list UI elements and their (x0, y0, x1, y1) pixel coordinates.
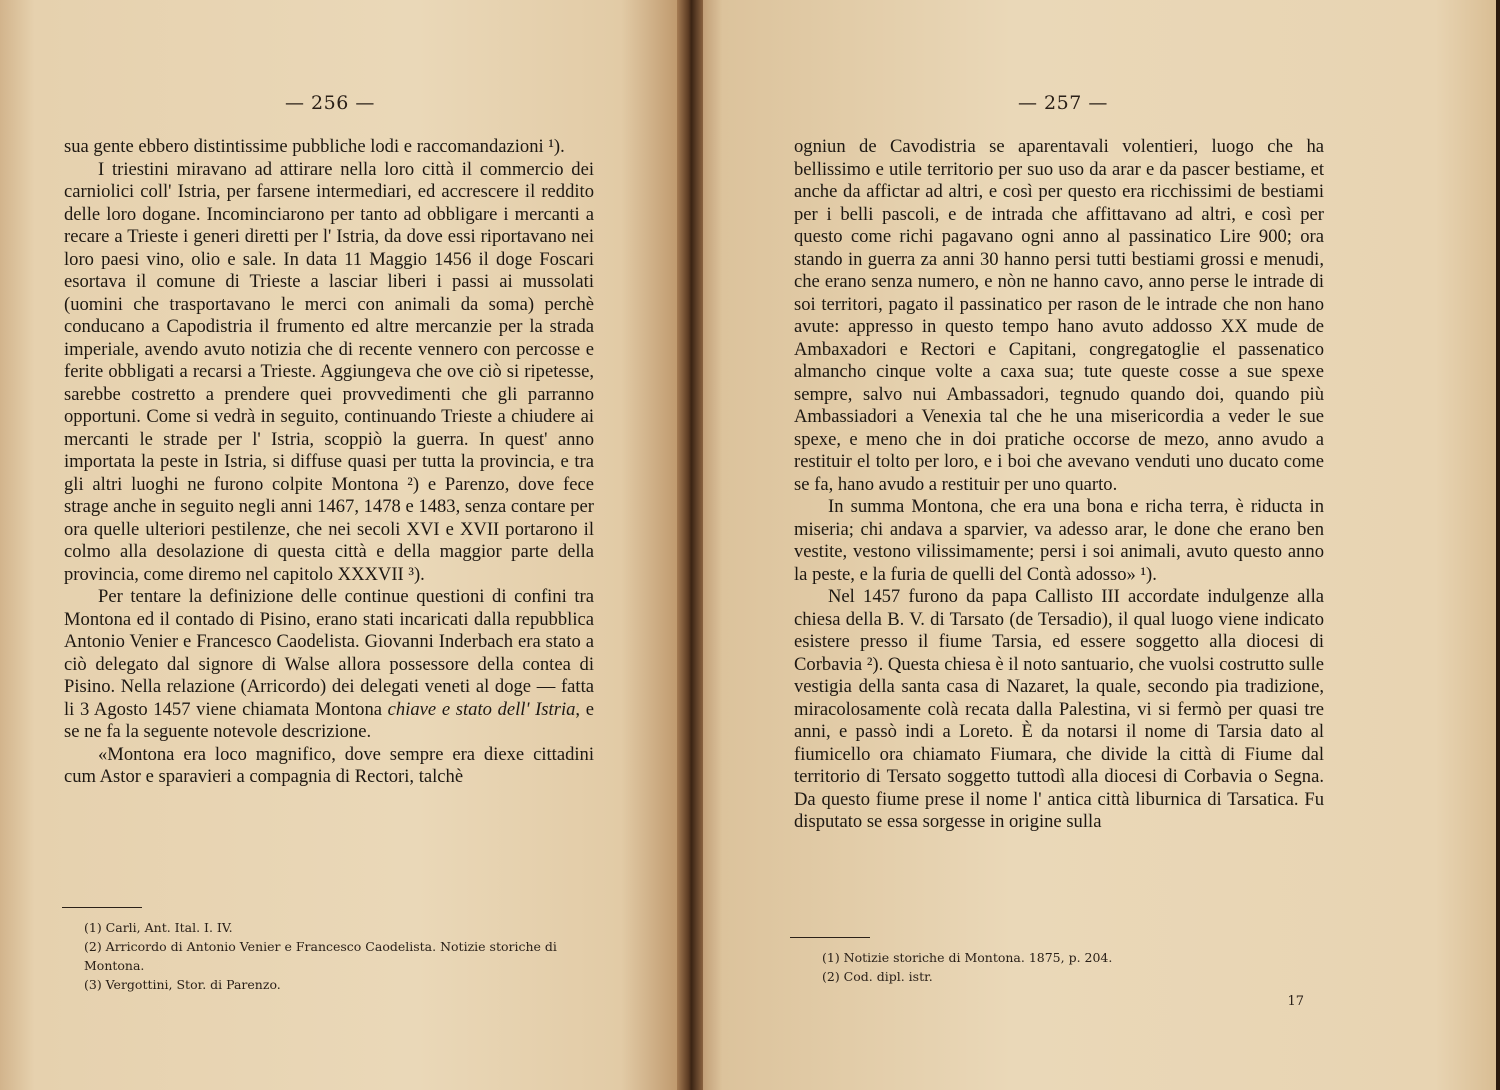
paragraph: sua gente ebbero distintissime pubbliche lodi e raccomandazioni ¹). (64, 136, 565, 157)
footnote: (2) Arricordo di Antonio Venier e Francesco Caodelista. Notizie storiche di Montona. (84, 939, 557, 973)
paragraph (64, 586, 594, 744)
footnotes (84, 918, 599, 994)
footnote: (2) Cod. dipl. istr. (822, 969, 933, 984)
paragraph: «Montona era loco magnifico, dove sempre era diexe cittadini cum Astor e sparavieri a compagnia di Rectori, talchè (64, 743, 594, 787)
body-text (64, 136, 594, 789)
signature-mark: 17 (1287, 994, 1304, 1009)
footnotes (822, 948, 1322, 986)
right-page (690, 0, 1500, 1090)
paragraph: I triestini miravano ad attirare nella loro città il commercio dei carniolici coll' Istria, per farsene intermediari, ed accrescere il reddito delle loro dogane. Incominciarono per tanto ad obbligare i mercanti a recare a Trieste i generi diretti per l' Istria, da dove essi riportavano nei loro paesi vino, olio e sale. In data 11 Maggio 1456 il doge Foscari esortava il comune di Trieste a lasciar liberi i passi ai mussolati (uomini che trasportavano le merci con animali da soma) perchè conducano a Capodistria il frumento ed altre mercanzie per la strada imperiale, avendo avuto notizia che di recente vennero con percosse e ferite obbligati a recarsi a Trieste. Aggiungeva che ove ciò si ripetesse, sarebbe costretto a prendere quei provvedimenti che gli parranno opportuni. Come si vedrà in seguito, continuando Trieste a chiudere ai mercanti le strade per l' Istria, scoppiò la guerra. In quest' anno importata la peste in Istria, si diffuse quasi per tutta la provincia, e tra gli altri luoghi ne furono colpite Montona ²) e Parenzo, dove fece strage anche in seguito negli anni 1467, 1478 e 1483, senza contare per ora quelle ulteriori pestilenze, che nei secoli XVI e XVII portarono il colmo alla desolazione di questa città e della maggior parte della provincia, come diremo nel capitolo XXXVII ³). (64, 158, 594, 585)
paragraph-text: Per tentare la definizione delle continue questioni di confini tra Montona ed il contado di Pisino, erano stati incaricati dalla repubblica Antonio Venier e Francesco Caodelista. Giovanni Inderbach era stato a ciò delegato dal signore di Walse allora possessore della contea di Pisino. Nella relazione (Arricordo) dei delegati veneti al doge — fatta li 3 Agosto 1457 viene chiamata Montona (64, 586, 594, 720)
page-number: — 256 — (285, 92, 375, 114)
italic-phrase: chiave e stato dell' Istria (387, 698, 576, 720)
paragraph: Nel 1457 furono da papa Callisto III accordate indulgenze alla chiesa della B. V. di Tarsato (de Tersadio), il qual luogo viene indicato esistere presso il fiume Tarsia, ed essere soggetto alla diocesi di Corbavia ²). Questa chiesa è il noto santuario, che vuolsi costrutto sulle vestigia della santa casa di Nazaret, la quale, secondo pia tradizione, miracolosamente colà recata dalla Palestina, vi si fermò per quasi tre anni, e passò indi a Loreto. È da notarsi il nome di Tarsia dato al fiumicello ora chiamato Fiumara, che divide la città di Fiume dal territorio di Tersato soggetto tuttodì alla diocesi di Corbavia o Segna. Da questo fiume prese il nome l' antica città liburnica di Tarsatica. Fu disputato se essa sorgesse in origine sulla (794, 586, 1324, 832)
left-page (0, 0, 690, 1090)
paragraph: In summa Montona, che era una bona e richa terra, è riducta in miseria; chi andava a sparvier, va adesso arar, le done che erano ben vestite, vestono vilissimamente; persi i soi animali, avuto questo anno la peste, e la furia de quelli del Contà adosso» ¹). (794, 496, 1324, 585)
footnote-rule (790, 937, 870, 938)
page-number: — 257 — (1018, 92, 1108, 114)
footnote: (1) Carli, Ant. Ital. I. IV. (84, 920, 233, 935)
body-text (794, 136, 1324, 834)
paragraph: ogniun de Cavodistria se aparentavali volentieri, luogo che ha bellissimo e utile territorio per suo uso da arar e da pascer bestiame, et anche da affictar ad altri, e così per questo era ricchissimi de bestiami per i belli pascoli, e de intrada che affittavano ad altri, e così per questo come richi pagavano ogni anno al passinatico Lire 900; ora stando in guerra za anni 30 hanno persi tutti bestiami grossi e menudi, che erano senza numero, e nòn ne hanno cavo, anno perse le intrade di soi territori, pagato il passinatico per rason de le intrade che non hano avute: appresso in questo tempo hano avuto addosso XX mude de Ambaxadori e Rectori e Capitani, congregatoglie el passenatico almancho cinque volte a caxa sua; tute queste cosse a sue spexe sempre, salvo nui Ambassadori, tegnudo quando doi, quando più Ambassiadori a Venexia tal che he una misericordia a veder le sue spexe, e meno che in doi pratiche occorse de mezo, anno avudo a restituir el tolto per loro, e i boi che avevano venduti uno ducato come se fa, hano avudo a restituir per uno quarto. (794, 136, 1324, 495)
footnote: (1) Notizie storiche di Montona. 1875, p. 204. (822, 950, 1113, 965)
page-edge (1496, 0, 1500, 1090)
footnote-rule (62, 907, 142, 908)
footnote: (3) Vergottini, Stor. di Parenzo. (84, 977, 281, 992)
book-gutter (677, 0, 703, 1090)
paragraph-text: , e se ne fa la seguente notevole descrizione. (64, 698, 594, 742)
